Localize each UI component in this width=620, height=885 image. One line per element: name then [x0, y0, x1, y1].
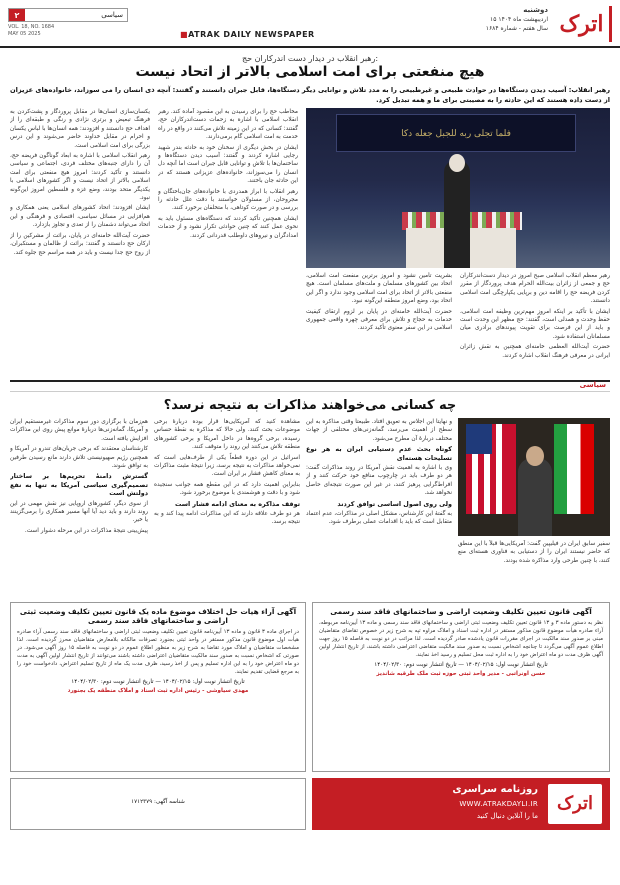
article2-headline[interactable]: چه کسانی می‌خواهند مذاکرات به نتیجه نرسد؟	[163, 398, 457, 413]
subscription-banner[interactable]	[312, 778, 610, 830]
header-divider	[0, 46, 620, 48]
banner-logo: اترک	[548, 784, 602, 824]
article1-column-left	[10, 108, 150, 378]
notice-dates: تاریخ انتشار نوبت اول: ۱۴۰۴/۰۲/۱۵ — تاریخ انتشار نوبت دوم: ۱۴۰۴/۰۲/۳۰	[71, 679, 245, 685]
paragraph: وی با اشاره به اهمیت نقش آمریکا در روند مذاکرات گفت: هر دو طرف باید در چارچوب منافع خود حرکت کنند و از افراط‌گرایی پرهیز کنند، در غیر این صورت نتیجه‌ای حاصل نخواهد شد.	[306, 465, 452, 497]
notice-signature: مهدی سیاوشی - رئیس اداره ثبت اسناد و املاک منطقه یک بجنورد	[67, 688, 249, 694]
paragraph: ایشان با تأکید بر اینکه امروز مهم‌ترین وظیفه امت اسلامی، حفظ وحدت و همدلی است، گفتند: حج مظهر این وحدت است و باید از این فرصت برای تقویت پیوندهای برادری میان مسلمانان استفاده شود.	[460, 308, 610, 340]
newspaper-logo[interactable]: اترک	[554, 6, 612, 42]
article1-lead: رهبر انقلاب: آسیب دیدن دستگاه‌ها در حوادث طبیعی و غیرطبیعی را به مدد تلاش و توانایی دیگر دستگاه‌ها، قابل جبران دانستند و گفتند: آنچه ذی انسان را می سوزاند، خانواده‌های عزیزان از دست داده هستند که این حادثه را به مصیبتی برای ما و همه تبدیل کرد.	[10, 86, 610, 104]
subheading: ولی روی اصول اساسی توافق کردند	[337, 499, 452, 508]
paragraph: کارشناسان معتقدند که برخی جریان‌های تندرو در آمریکا و همچنین رژیم صهیونیستی تلاش دارند مانع رسیدن طرفین به توافق شوند.	[10, 446, 148, 470]
article2-column-1	[306, 418, 452, 594]
paragraph: مشاهده کنید که آمریکایی‌ها قرار بوده دربارهٔ برخی موضوعات بحث کنند. ولی حالا که مذاکره به نقطهٔ حساس رسیده، برخی گروه‌ها در داخل آمریکا و برخی کشورهای منطقه تلاش می‌کنند این روند را متوقف کنند.	[154, 419, 300, 451]
subheading: گسترش دامنهٔ تحریم‌ها بر ساختار تصمیم‌گیری سیاسی آمریکا به تنها به نفع دولتش است	[10, 472, 148, 498]
paragraph: حضرت آیت‌الله خامنه‌ای در پایان بر لزوم ارتقای کیفیت خدمات به حجاج و تلاش برای معرفی چهره واقعی جمهوری اسلامی در این سفر معنوی تأکید کردند.	[306, 308, 452, 332]
notice-title: آگهی آراء هیات حل اختلاف موضوع ماده یک قانون تعیین تکلیف وضعیت ثبتی اراضی و ساختمانهای فاقد سند رسمی	[19, 607, 297, 625]
paragraph: رهبر انقلاب با ابراز همدردی با خانواده‌های جان‌باختگان و مجروحان، از مسئولان خواستند با دقت علل حادثه را بررسی و در صورت کوتاهی، با متخلفان برخورد کنند.	[158, 188, 298, 212]
article1-photo[interactable]	[306, 108, 610, 268]
section-divider	[10, 380, 610, 392]
article2-column-2	[154, 418, 300, 594]
legal-notice-right	[312, 602, 610, 772]
caption-text: سفیر سابق ایران در فیلیپین گفت: آمریکایی‌ها قبلاً با این منطق که حاضر نیستند ایران را از دستیابی به فناوری هسته‌ای منع کنند، با چنین طرحی وارد مذاکره شده بودند.	[458, 541, 610, 564]
paragraph: بشریت تأمین نشود و امروز برترین منفعت امت اسلامی، اتحاد بین کشورهای مسلمان و ملت‌های مسلمان است. هیچ منفعتی بالاتر از اتحاد برای امت اسلامی وجود ندارد و اگر این اتحاد بود، وضع امروز منطقه این‌گونه نبود.	[306, 273, 452, 305]
article1-kicker: رهبر انقلاب در دیدار دست اندرکاران حج:	[241, 54, 379, 63]
official-figure	[518, 458, 552, 536]
notice-dates: تاریخ انتشار نوبت اول: ۱۴۰۴/۰۲/۱۵ — تاریخ انتشار نوبت دوم: ۱۴۰۴/۰۲/۳۰	[374, 662, 548, 668]
article1-column-middle	[158, 108, 298, 378]
us-flag	[466, 424, 516, 514]
calligraphy-banner: فلما تجلى ربه للجبل جعله دكا	[336, 114, 576, 152]
paragraph: یکسان‌سازی انسان‌ها در مقابل پروردگار و پشت‌کردن به فرهنگ تبعیض و برتری نژادی و رنگی و طبقه‌ای را از اهداف حج دانستند و افزودند: همه انسان‌ها با لباس یکسان و احرام در مقابل خداوند حاضر می‌شوند و این درس بزرگی برای امت اسلامی است.	[10, 109, 150, 149]
paragraph: هم‌زمان با برگزاری دور سوم مذاکرات غیرمستقیم ایران و آمریکا، گمانه‌زنی‌ها دربارهٔ موانع پیش روی این مذاکرات افزایش یافته است.	[10, 419, 148, 442]
notice-reference-box	[10, 778, 306, 830]
notice-text: نظر به دستور ماده ۳ و ۱۳ قانون تعیین تکلیف وضعیت ثبتی اراضی و ساختمانهای فاقد سند رسمی و ماده ۱۳ آیین‌نامه مربوطه، آراء صادره هیأت موضوع قانون مذکور مستقر در اداره ثبت اسناد و املاک مراوه تپه به شرح زیر در خصوص تقاضای متقاضیان مبنی بر صدور سند مالکیت در اجرای مقررات قانون یادشده صادر گردیده است. لذا مراتب در دو نوبت به فاصله ۱۵ روز جهت اطلاع عموم آگهی می‌گردد تا چنانچه اشخاص نسبت به صدور سند مالکیت متقاضی اعتراضی داشته باشند، از تاریخ انتشار اولین آگهی ظرف مدت دو ماه اعتراض خود را به اداره ثبت محل تسلیم و رسید اخذ نمایند.	[319, 620, 604, 658]
banner-tagline: ما را آنلاین دنبال کنید	[476, 812, 538, 820]
volume-number: VOL. 18, NO. 1684	[8, 24, 55, 30]
notice-text: در اجرای ماده ۳ قانون و ماده ۱۳ آیین‌نامه قانون تعیین تکلیف وضعیت ثبتی اراضی و ساختمانهای فاقد سند رسمی آراء صادره هیأت اول موضوع قانون مذکور مستقر در واحد ثبتی بجنورد تصرفات مالکانه بلامعارض متقاضیان محرز گردیده است. لذا مشخصات متقاضیان و املاک مورد تقاضا به شرح زیر به منظور اطلاع عموم در دو نوبت به فاصله ۱۵ روز آگهی می‌شود. در صورتی که اشخاص نسبت به صدور سند مالکیت متقاضیان اعتراضی داشته باشند می‌توانند از تاریخ انتشار اولین آگهی به مدت دو ماه اعتراض خود را به این اداره تسلیم و پس از اخذ رسید، ظرف مدت یک ماه از تاریخ تسلیم اعتراض، دادخواست خود را به مرجع قضایی تقدیم نمایند.	[17, 629, 299, 675]
section-label: سیاسی	[579, 381, 606, 389]
paragraph: رهبر معظم انقلاب اسلامی صبح امروز در دیدار دست‌اندرکاران حج و جمعی از زائران بیت‌الله الحرام هدف پروردگار از مقرر کردن فریضه حج را اقامه دین و برپایی یکپارچگی امت اسلامی دانستند.	[460, 273, 610, 305]
paragraph: به گفتهٔ این کارشناس، مشکل اصلی در مذاکرات، عدم اعتماد متقابل است که باید با اقدامات عملی برطرف شود.	[306, 511, 452, 526]
paragraph: مخاطب حج را برای رسیدن به این مقصود آماده کند. رهبر انقلاب اسلامی با اشاره به زحمات دست‌اندرکاران حج، گفتند: کسانی که در این زمینه تلاش می‌کنند در واقع در راه خدمت به امت اسلامی گام برمی‌دارند.	[158, 109, 298, 141]
issue-day: دوشنبه	[523, 6, 548, 14]
page-badge	[8, 8, 128, 22]
iran-flag	[554, 424, 594, 514]
paragraph: حضرت آیت‌الله خامنه‌ای در پایان، برائت از مشرکین را از ارکان حج دانستند و گفتند: برائت از ظالمان و مستکبران، از روح حج جدا نیست و باید در همه مراسم حج جلوه کند.	[10, 232, 150, 256]
paragraph: بنابراین اهمیت دارد که در این مقطع همه جوانب سنجیده شود و با دقت و هوشمندی با موضوع برخورد شود.	[154, 481, 300, 497]
paragraph: ایشان در بخش دیگری از سخنان خود به حادثه بندر شهید رجایی اشاره کردند و گفتند: آسیب دیدن دستگاه‌ها و ساختمان‌ها با تلاش و توانایی قابل جبران است اما آنچه دل انسان را می‌سوزاند، خانواده‌های عزیزانی هستند که در این حادثه جان باختند.	[158, 144, 298, 185]
paragraph: و نهایتاً این اجلاس به تعویق افتاد. طبیعتاً وقتی مذاکره به این سطح از اهمیت می‌رسد، گمانه‌زنی‌های مختلفی از جهات مختلف دربارهٔ آن مطرح می‌شود.	[306, 419, 452, 442]
paragraph: ایشان افزودند: اتحاد کشورهای اسلامی یعنی همکاری و هم‌افزایی در مسائل سیاسی، اقتصادی و فرهنگی و این اتحاد می‌تواند دشمنان را از تعدی و تجاوز بازدارد.	[10, 205, 150, 229]
paragraph: ایشان همچنین تأکید کردند که دستگاه‌های مسئول باید به نحوی عمل کنند که چنین حوادثی تکرار نشود و از خدمات امدادگران و نیروهای داوطلب قدردانی کردند.	[158, 215, 298, 239]
article2-caption	[458, 540, 610, 594]
subheading: توقف مذاکره به معنای ادامه فشار است	[174, 499, 300, 508]
article2-photo[interactable]	[458, 418, 610, 536]
banner-url-link[interactable]: WWW.ATRAKDAYLI.IR	[459, 800, 538, 808]
legal-notice-left	[10, 602, 306, 772]
official-head	[526, 446, 544, 466]
page-number: ۲	[9, 9, 25, 21]
article1-caption-right	[460, 272, 610, 378]
issue-date-block	[448, 6, 548, 33]
paper-name-text: ATRAK DAILY NEWSPAPER	[188, 30, 315, 39]
paragraph: اسرائیل در این دوره قطعاً یکی از طرف‌هایی است که نمی‌خواهد مذاکرات به نتیجه برسد، زیرا نتیجهٔ مثبت مذاکرات به معنای کاهش فشار بر ایران است.	[154, 454, 300, 478]
notice-reference: شناسه آگهی: ۱۷۱۲۳۷۹	[131, 799, 185, 805]
paragraph: رهبر انقلاب اسلامی با اشاره به ابعاد گوناگون فریضه حج، آن را دارای جنبه‌های مختلف فردی، اجتماعی و سیاسی دانستند و تأکید کردند: امروز هیچ منفعتی برای امت اسلامی بالاتر از اتحاد نیست و اگر کشورهای اسلامی با یکدیگر متحد بودند، وضع غزه و فلسطین امروز این‌گونه نبود.	[10, 153, 150, 202]
issue-meta: سال هفتم - شماره ۱۶۸۴	[485, 25, 548, 32]
paper-name	[180, 30, 315, 39]
paper-name-marker: ■	[180, 30, 189, 39]
notice-signature: حسن اونراتبی - مدیر واحد ثبتی حوزه ثبت ملک طرقبه شاندیز	[376, 671, 546, 677]
speaker-figure	[444, 160, 470, 268]
article2-column-3	[10, 418, 148, 594]
notice-title: آگهی قانون تعیین تکلیف وضعیت اراضی و ساختمانهای فاقد سند رسمی	[330, 607, 592, 616]
speaker-head	[449, 154, 465, 172]
paragraph: حضرت آیت‌الله العظمی خامنه‌ای همچنین به نقش زائران ایرانی در معرفی فرهنگ انقلاب اشاره کردند.	[460, 344, 610, 359]
paragraph: هر دو طرف علاقه دارند که این مذاکرات ادامه پیدا کند و به نتیجه برسد.	[154, 511, 300, 526]
subheading: کوتاه بحث عدم دستیابی ایران به هر نوع تسلیحات هسته‌ای	[306, 445, 452, 462]
issue-date: ۱۵ اردیبهشت ماه ۱۴۰۴	[490, 16, 548, 23]
paragraph: پیش‌بینی نتیجهٔ مذاکرات در این مرحله دشوار است.	[24, 527, 148, 534]
article1-headline[interactable]: هیچ منفعتی برای امت اسلامی بالاتر از اتحاد نیست	[135, 64, 485, 80]
paragraph: از سوی دیگر، کشورهای اروپایی نیز نقش مهمی در این روند دارند و باید دید آیا آنها مسیر همکاری را برمی‌گزینند یا خیر.	[10, 500, 148, 524]
volume-date: MAY 05 2025	[8, 31, 41, 37]
volume-info	[8, 24, 128, 38]
section-name: سیاسی	[101, 11, 123, 19]
banner-title: روزنامه سراسری	[452, 784, 538, 795]
article1-caption-left	[306, 272, 452, 378]
